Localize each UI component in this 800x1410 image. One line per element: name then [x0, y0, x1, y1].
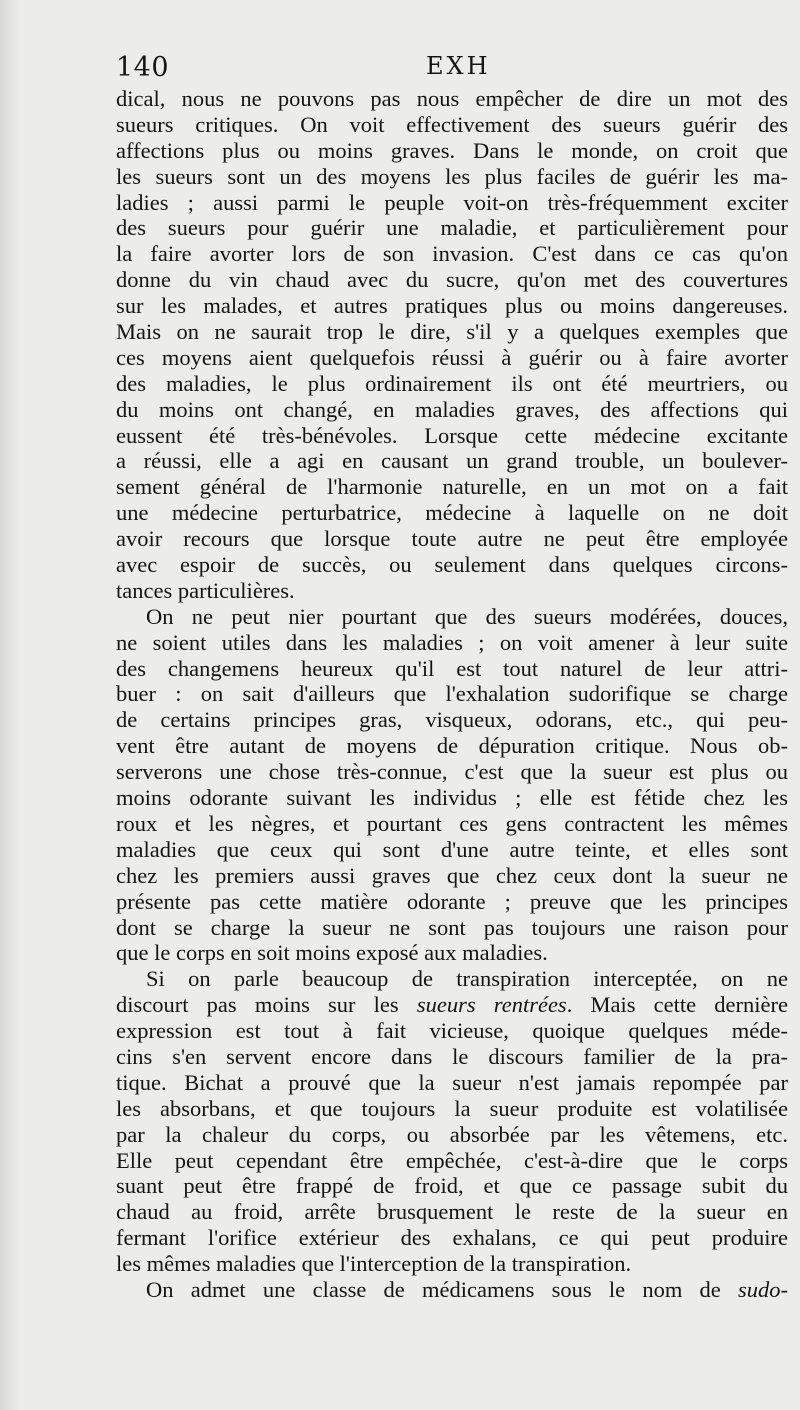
- text-line: des sueurs pour guérir une maladie, et particulièrement pour: [116, 215, 788, 241]
- text-segment: discourt pas moins sur les: [116, 992, 417, 1018]
- running-head: EXH: [426, 52, 491, 80]
- text-line: ces moyens aient quelquefois réussi à guérir ou à faire avorter: [116, 344, 788, 370]
- text-line: donne du vin chaud avec du sucre, qu'on met des couvertures: [116, 267, 788, 293]
- text-line: des changemens heureux qu'il est tout naturel de leur attri-: [116, 655, 788, 681]
- text-line: sement général de l'harmonie naturelle, en un mot on a fait: [116, 474, 788, 500]
- text-line: cins s'en servent encore dans le discours familier de la pra-: [116, 1043, 788, 1069]
- text-line: buer : on sait d'ailleurs que l'exhalation sudorifique se charge: [116, 681, 788, 707]
- text-line: les sueurs sont un des moyens les plus faciles de guérir les ma-: [116, 163, 788, 189]
- text-line-with-italic: [116, 992, 788, 1018]
- text-line: des maladies, le plus ordinairement ils ont été meurtriers, ou: [116, 370, 788, 396]
- text-line: par la chaleur du corps, ou absorbée par les vêtemens, etc.: [116, 1121, 788, 1147]
- text-line: a réussi, elle a agi en causant un grand trouble, un boulever-: [116, 448, 788, 474]
- paragraph-first-line: [116, 1277, 788, 1303]
- text-line: vent être autant de moyens de dépuration critique. Nous ob-: [116, 733, 788, 759]
- text-line: expression est tout à fait vicieuse, quoique quelques méde-: [116, 1018, 788, 1044]
- text-line: une médecine perturbatrice, médecine à laquelle on ne doit: [116, 500, 788, 526]
- text-line: présente pas cette matière odorante ; preuve que les principes: [116, 888, 788, 914]
- text-line: fermant l'orifice extérieur des exhalans, ce qui peut produire: [116, 1225, 788, 1251]
- text-line: sur les malades, et autres pratiques plus ou moins dangereuses.: [116, 293, 788, 319]
- text-line: les mêmes maladies que l'interception de la transpiration.: [116, 1251, 632, 1277]
- text-line: sueurs critiques. On voit effectivement des sueurs guérir des: [116, 111, 788, 137]
- text-line: Elle peut cependant être empêchée, c'est-à-dire que le corps: [116, 1147, 788, 1173]
- text-line: Mais on ne saurait trop le dire, s'il y a quelques exemples que: [116, 319, 788, 345]
- text-line: que le corps en soit moins exposé aux maladies.: [116, 940, 548, 966]
- text-line: avec espoir de succès, ou seulement dans quelques circons-: [116, 552, 788, 578]
- italic-term: sudo-: [738, 1276, 788, 1302]
- text-line: de certains principes gras, visqueux, odorans, etc., qui peu-: [116, 707, 788, 733]
- page-number: 140: [116, 52, 170, 83]
- text-line: dical, nous ne pouvons pas nous empêcher de dire un mot des: [116, 86, 788, 111]
- text-line: affections plus ou moins graves. Dans le monde, on croit que: [116, 137, 788, 163]
- paragraph-first-line: Si on parle beaucoup de transpiration interceptée, on ne: [146, 966, 788, 992]
- text-line: eussent été très-bénévoles. Lorsque cette médecine excitante: [116, 422, 788, 448]
- text-line: tances particulières.: [116, 577, 295, 603]
- text-line: du moins ont changé, en maladies graves, des affections qui: [116, 396, 788, 422]
- text-line: suant peut être frappé de froid, et que ce passage subit du: [116, 1173, 788, 1199]
- page-gutter-shadow: [0, 0, 22, 1410]
- page-header: [116, 52, 788, 84]
- paragraph-first-line: On ne peut nier pourtant que des sueurs modérées, douces,: [146, 603, 788, 629]
- text-segment: On admet une classe de médicamens sous le nom de: [146, 1276, 721, 1302]
- text-line: chez les premiers aussi graves que chez ceux dont la sueur ne: [116, 862, 788, 888]
- text-line: avoir recours que lorsque toute autre ne peut être employée: [116, 526, 788, 552]
- text-line: tique. Bichat a prouvé que la sueur n'est jamais repompée par: [116, 1069, 788, 1095]
- text-line: la faire avorter lors de son invasion. C'est dans ce cas qu'on: [116, 241, 788, 267]
- text-line: dont se charge la sueur ne sont pas toujours une raison pour: [116, 914, 788, 940]
- text-line: roux et les nègres, et pourtant ces gens contractent les mêmes: [116, 810, 788, 836]
- body-text: [116, 86, 788, 1303]
- text-line: ladies ; aussi parmi le peuple voit-on très-fréquemment exciter: [116, 189, 788, 215]
- text-line: ne soient utiles dans les maladies ; on voit amener à leur suite: [116, 629, 788, 655]
- text-line: maladies que ceux qui sont d'une autre teinte, et elles sont: [116, 836, 788, 862]
- text-line: moins odorante suivant les individus ; elle est fétide chez les: [116, 785, 788, 811]
- italic-term: sueurs rentrées: [416, 992, 567, 1018]
- text-line: les absorbans, et que toujours la sueur produite est volatilisée: [116, 1095, 788, 1121]
- text-line: chaud au froid, arrête brusquement le reste de la sueur en: [116, 1199, 788, 1225]
- text-line: serverons une chose très-connue, c'est que la sueur est plus ou: [116, 759, 788, 785]
- text-segment: . Mais cette dernière: [566, 992, 788, 1018]
